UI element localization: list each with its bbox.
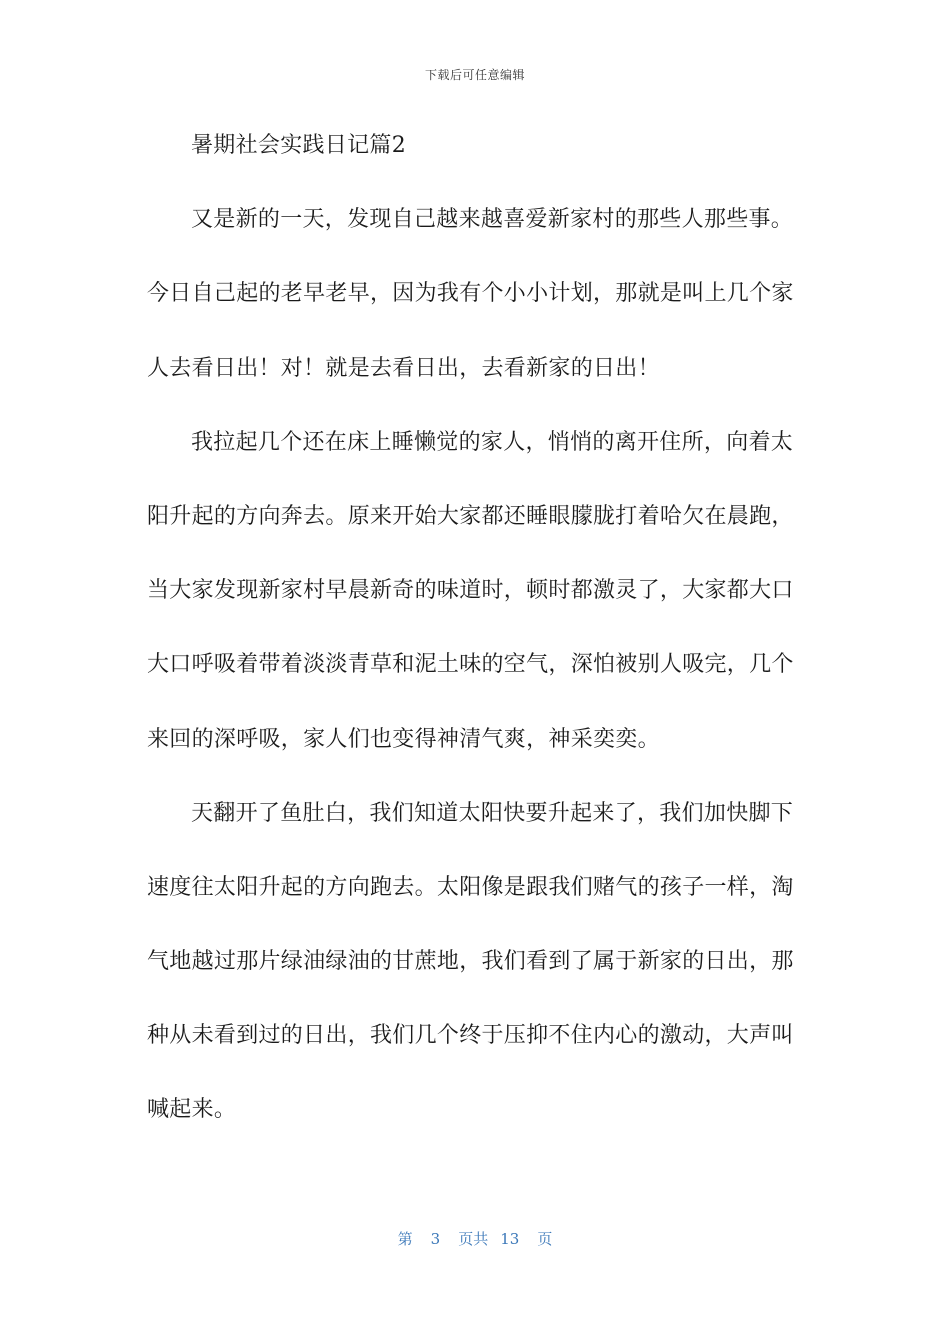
paragraph-line: 来回的深呼吸，家人们也变得神清气爽，神采奕奕。 xyxy=(147,726,660,752)
paragraph-line: 人去看日出！对！就是去看日出，去看新家的日出！ xyxy=(147,355,660,381)
paragraph-line: 天翻开了鱼肚白，我们知道太阳快要升起来了，我们加快脚下 xyxy=(191,800,794,826)
header-note: 下载后可任意编辑 xyxy=(424,68,525,82)
document-title: 暑期社会实践日记篇2 xyxy=(191,133,406,158)
paragraph-line: 大口呼吸着带着淡淡青草和泥土味的空气，深怕被别人吸完，几个 xyxy=(147,652,794,678)
paragraph-line: 喊起来。 xyxy=(147,1097,237,1123)
paragraph-3 xyxy=(147,794,797,1165)
page-prefix: 第 xyxy=(397,1230,413,1248)
paragraph-line: 气地越过那片绿油绿油的甘蔗地，我们看到了属于新家的日出，那 xyxy=(147,949,794,975)
paragraph-line: 又是新的一天，发现自己越来越喜爱新家村的那些人那些事。 xyxy=(191,207,794,233)
paragraph-line: 今日自己起的老早老早，因为我有个小小计划，那就是叫上几个家 xyxy=(147,281,794,307)
paragraph-line: 当大家发现新家村早晨新奇的味道时，顿时都激灵了，大家都大口 xyxy=(147,578,794,604)
paragraph-2 xyxy=(147,423,797,794)
page-mid: 页共 xyxy=(458,1230,489,1248)
page-footer xyxy=(0,1228,950,1249)
paragraph-line: 种从未看到过的日出，我们几个终于压抑不住内心的激动，大声叫 xyxy=(147,1023,794,1049)
paragraph-1 xyxy=(147,200,797,423)
paragraph-line: 我拉起几个还在床上睡懒觉的家人，悄悄的离开住所，向着太 xyxy=(191,429,794,455)
page-suffix: 页 xyxy=(537,1230,553,1248)
current-page-number: 3 xyxy=(430,1230,441,1248)
total-pages-number: 13 xyxy=(500,1230,520,1248)
document-body xyxy=(147,126,797,1165)
paragraph-line: 阳升起的方向奔去。原来开始大家都还睡眼朦胧打着哈欠在晨跑， xyxy=(147,503,794,529)
paragraph-line: 速度往太阳升起的方向跑去。太阳像是跟我们赌气的孩子一样，淘 xyxy=(147,874,794,900)
